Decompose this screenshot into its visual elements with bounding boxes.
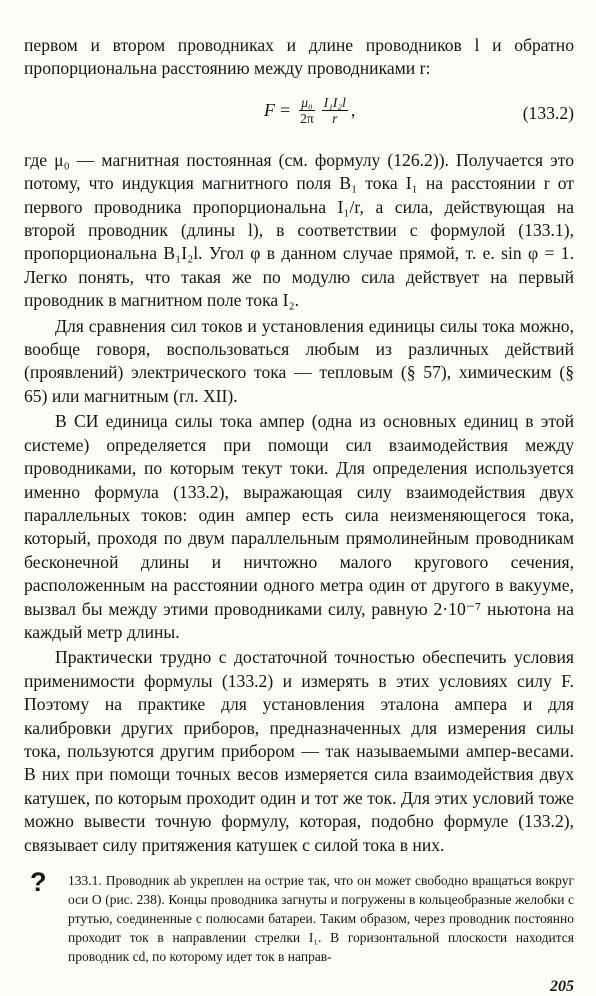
- paragraph-5: Практически трудно с достаточной точностью обеспечить условия применимости формулы (133.2) и измерять в этих условиях силу F. Поэтому на практике для установления эталона ампера и для калибровки других приборов, предназначенных для измерения силы тока, пользуются другим прибором — так называемыми ампер-весами. В них при помощи точных весов измеряется сила взаимодействия двух катушек, по которым проходит один и тот же ток. Для этих условий тоже можно вывести точную формулу, которая, подобно формуле (133.2), связывает силу притяжения катушек с силой тока в них.: [24, 647, 574, 855]
- fraction-denominator: 2π: [300, 110, 314, 126]
- formula-lhs: F: [264, 99, 275, 120]
- equation-number: (133.2): [522, 102, 574, 123]
- paragraph-4: В СИ единица силы тока ампер (одна из основных единиц в этой системе) определяется при помощи сил взаимодействия между проводниками, по которым текут токи. Для определения используется именно формула (133.2), выражающая силу взаимодействия двух параллельных токов: один ампер есть сила неизменяющегося тока, который, проходя по двум параллельным прямолинейным проводникам бесконечной длины и ничтожно малого кругового сечения, расположенным на расстоянии одного метра один от другого в вакууме, вызвал бы между этими проводниками силу, равную 2·10⁻⁷ ньютона на каждый метр длины.: [24, 411, 574, 642]
- fraction-numerator: I₁I₂l: [323, 94, 346, 110]
- question-mark-icon: ?: [30, 867, 47, 897]
- paragraph-1: первом и втором проводниках и длине проводников l и обратно пропорциональна расстоянию между проводниками r:: [24, 35, 574, 79]
- fraction-mu0-2pi: [298, 95, 316, 126]
- formula-equals: =: [280, 99, 291, 120]
- formula-133-2: [264, 95, 355, 126]
- fraction-currents-over-r: [322, 95, 348, 126]
- question-block: [24, 867, 574, 966]
- page-number: 205: [550, 978, 574, 995]
- fraction-denominator: r: [332, 110, 338, 126]
- paragraph-3: Для сравнения сил токов и установления единицы силы тока можно, вообще говоря, воспользоваться любым из различных действий (проявлений) электрического тока — тепловым (§ 57), химическим (§ 65) или магнитным (гл. XII).: [24, 315, 574, 406]
- question-text: 133.1. Проводник ab укреплен на острие так, что он может свободно вращаться вокруг оси O (рис. 238). Концы проводника загнуты и погружены в кольцеобразные желобки с ртутью, соединенные с полюсами батареи. Таким образом, через проводник постоянно проходит ток в направлении стрелки I₁. В горизонтальной плоскости находится проводник cd, по которому идет ток в направ-: [68, 873, 574, 964]
- formula-comma: ,: [350, 99, 356, 120]
- fraction-numerator: μ₀: [301, 94, 313, 110]
- paragraph-2: где μ₀ — магнитная постоянная (см. формулу (126.2)). Получается это потому, что индукция магнитного поля B₁ тока I₁ на расстоянии r от первого проводника пропорциональна I₁/r, а сила, действующая на второй проводник (длины l), в соответствии с формулой (133.1), пропорциональна B₁I₂l. Угол φ в данном случае прямой, т. е. sin φ = 1. Легко понять, что такая же по модулю сила действует на первый проводник в магнитном поле тока I₂.: [24, 149, 574, 311]
- formula-block: [24, 87, 574, 145]
